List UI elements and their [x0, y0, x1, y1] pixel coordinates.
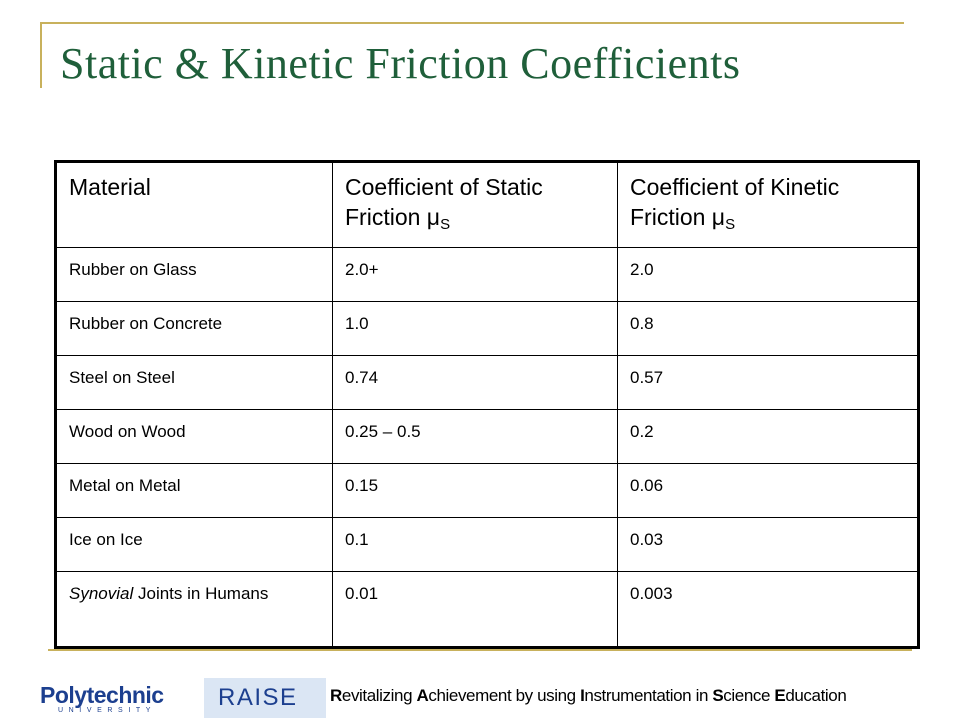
friction-table [54, 160, 920, 649]
tagline-text: nstrumentation in [584, 686, 713, 705]
cell-material: Rubber on Glass [56, 248, 333, 302]
mu-symbol: μ [711, 204, 726, 230]
table-row [56, 410, 919, 464]
table-row [56, 302, 919, 356]
cell-static: 2.0+ [333, 248, 618, 302]
cell-static: 0.1 [333, 518, 618, 572]
cell-static: 0.01 [333, 572, 618, 648]
table-header-row [56, 162, 919, 248]
page-title: Static & Kinetic Friction Coefficients [60, 39, 741, 88]
header-static-label: Coefficient of Static Friction [345, 174, 543, 230]
tagline-text: evitalizing [341, 686, 417, 705]
cell-kinetic: 0.2 [618, 410, 919, 464]
cell-kinetic: 2.0 [618, 248, 919, 302]
cell-kinetic: 0.57 [618, 356, 919, 410]
table-row [56, 356, 919, 410]
footer [0, 672, 960, 720]
raise-text: RAISE [218, 684, 298, 711]
polytechnic-logo [40, 682, 196, 716]
cell-kinetic: 0.8 [618, 302, 919, 356]
header-material: Material [56, 162, 333, 248]
table-row [56, 248, 919, 302]
logo-name: Polytechnic [40, 682, 164, 708]
frame-top-line [40, 22, 904, 24]
header-static [333, 162, 618, 248]
frame-bottom-line [48, 649, 912, 651]
material-rest-text: Joints in Humans [133, 584, 269, 603]
mu-subscript: S [440, 216, 451, 233]
tagline-initial: E [774, 686, 786, 705]
cell-material [56, 572, 333, 648]
tagline-initial: A [416, 686, 429, 705]
cell-static: 0.15 [333, 464, 618, 518]
tagline-text: chievement by using [428, 686, 581, 705]
logo-subtitle: UNIVERSITY [58, 707, 157, 714]
table-row [56, 572, 919, 648]
cell-kinetic: 0.003 [618, 572, 919, 648]
cell-material: Metal on Metal [56, 464, 333, 518]
header-kinetic [618, 162, 919, 248]
table-row [56, 464, 919, 518]
mu-subscript: S [725, 216, 736, 233]
mu-symbol: μ [426, 204, 441, 230]
tagline-initial: R [330, 686, 342, 705]
raise-logo [204, 678, 326, 718]
header-kinetic-label: Coefficient of Kinetic Friction [630, 174, 840, 230]
material-italic-word: Synovial [69, 584, 134, 603]
cell-kinetic: 0.03 [618, 518, 919, 572]
cell-material: Rubber on Concrete [56, 302, 333, 356]
tagline-initial: I [580, 686, 585, 705]
cell-static: 1.0 [333, 302, 618, 356]
tagline-text: cience [723, 686, 775, 705]
footer-tagline [330, 686, 846, 706]
table-row [56, 518, 919, 572]
cell-material: Wood on Wood [56, 410, 333, 464]
tagline-initial: S [712, 686, 724, 705]
cell-kinetic: 0.06 [618, 464, 919, 518]
tagline-text: ducation [785, 686, 847, 705]
cell-material: Ice on Ice [56, 518, 333, 572]
cell-material: Steel on Steel [56, 356, 333, 410]
cell-static: 0.25 – 0.5 [333, 410, 618, 464]
frame-left-line [40, 22, 42, 88]
cell-static: 0.74 [333, 356, 618, 410]
